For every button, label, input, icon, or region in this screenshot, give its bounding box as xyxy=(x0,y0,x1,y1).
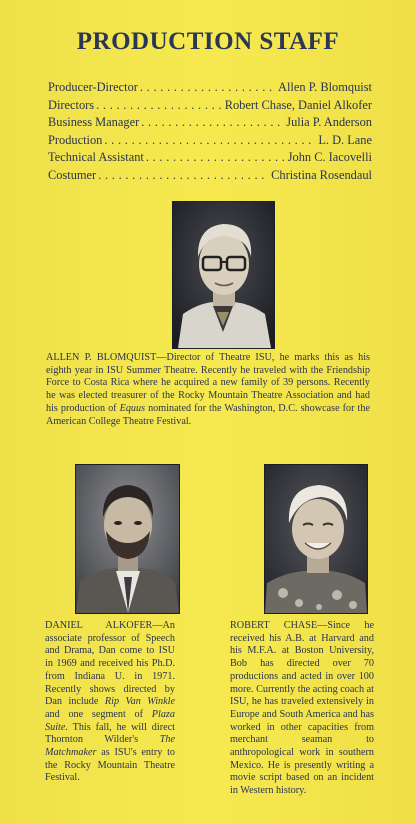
staff-role: Production xyxy=(48,132,103,147)
bio-text: and one segment of xyxy=(45,708,152,720)
leader-dots xyxy=(104,132,316,150)
chase-photo xyxy=(264,464,368,614)
bio-italic-title: The Matchmaker xyxy=(45,734,175,759)
staff-name: L. D. Lane xyxy=(318,132,372,147)
staff-name: Allen P. Blomquist xyxy=(278,80,372,94)
staff-row-production xyxy=(48,132,372,150)
bio-italic-title: Plaza Suite. xyxy=(45,708,175,733)
staff-name: Christina Rosendaul xyxy=(271,167,372,182)
blomquist-bio xyxy=(46,352,370,428)
alkofer-bio xyxy=(45,620,175,785)
staff-role: Business Manager xyxy=(48,115,140,130)
bio-italic-title: Equus xyxy=(119,402,146,414)
staff-row-costumer xyxy=(48,167,372,185)
staff-row-business-manager xyxy=(48,114,372,132)
bio-italic-title: Rip Van Winkle xyxy=(104,696,175,708)
chase-bio xyxy=(230,620,374,798)
leader-dots xyxy=(98,167,269,185)
staff-role: Directors xyxy=(48,97,95,112)
staff-name: John C. Iacovelli xyxy=(287,150,372,165)
staff-row-directors xyxy=(48,97,372,115)
bio-text: DANIEL ALKOFER—An associate professor of Speech and Drama, Dan come to ISU in 1969 and received his Ph.D. from Indiana U. in 1971. Recently shows directed by Dan include xyxy=(45,620,175,708)
leader-dots xyxy=(96,97,223,115)
staff-row-technical-assistant xyxy=(48,149,372,167)
staff-list xyxy=(48,79,372,185)
staff-name: Julia P. Anderson xyxy=(286,115,372,130)
bio-text: ALLEN P. BLOMQUIST—Director of Theatre ISU, he marks this as his eighth year in ISU Summer Theatre. Recently he traveled with the Friendship Force to Costa Rica where he acquired a new family of 39 persons. Recently he was elected treasurer of the Rocky Mountain Theatre Association and had his production of xyxy=(46,352,370,414)
blomquist-photo xyxy=(172,201,275,349)
leader-dots xyxy=(146,149,286,167)
leader-dots xyxy=(141,114,284,132)
bio-text: as ISU's entry to the Rocky Mountain Theatre Festival. xyxy=(45,747,175,784)
staff-role: Technical Assistant xyxy=(48,150,144,165)
bio-text: This fall, he will direct Thornton Wilder's xyxy=(45,721,175,746)
alkofer-photo xyxy=(75,464,180,614)
staff-role: Costumer xyxy=(48,167,97,182)
page-title: PRODUCTION STAFF xyxy=(76,28,340,55)
staff-row-producer-director xyxy=(48,79,372,97)
leader-dots xyxy=(140,79,276,97)
bio-text: nominated for the Washington, D.C. showcase for the American College Theatre Festival. xyxy=(46,402,370,427)
bio-text: ROBERT CHASE—Since he received his A.B. at Harvard and his M.F.A. at Boston University, Bob has directed over 70 productions and acted in over 100 more. Currently the acting coach at ISU, he has traveled extensively in Europe and South America and has worked in other capacities from merchant seaman to anthropological work in southern Mexico. He is presently writing a movie script based on an incident in Western history. xyxy=(230,620,374,797)
staff-name: Robert Chase, Daniel Alkofer xyxy=(224,97,372,112)
staff-role: Producer-Director xyxy=(48,80,138,94)
